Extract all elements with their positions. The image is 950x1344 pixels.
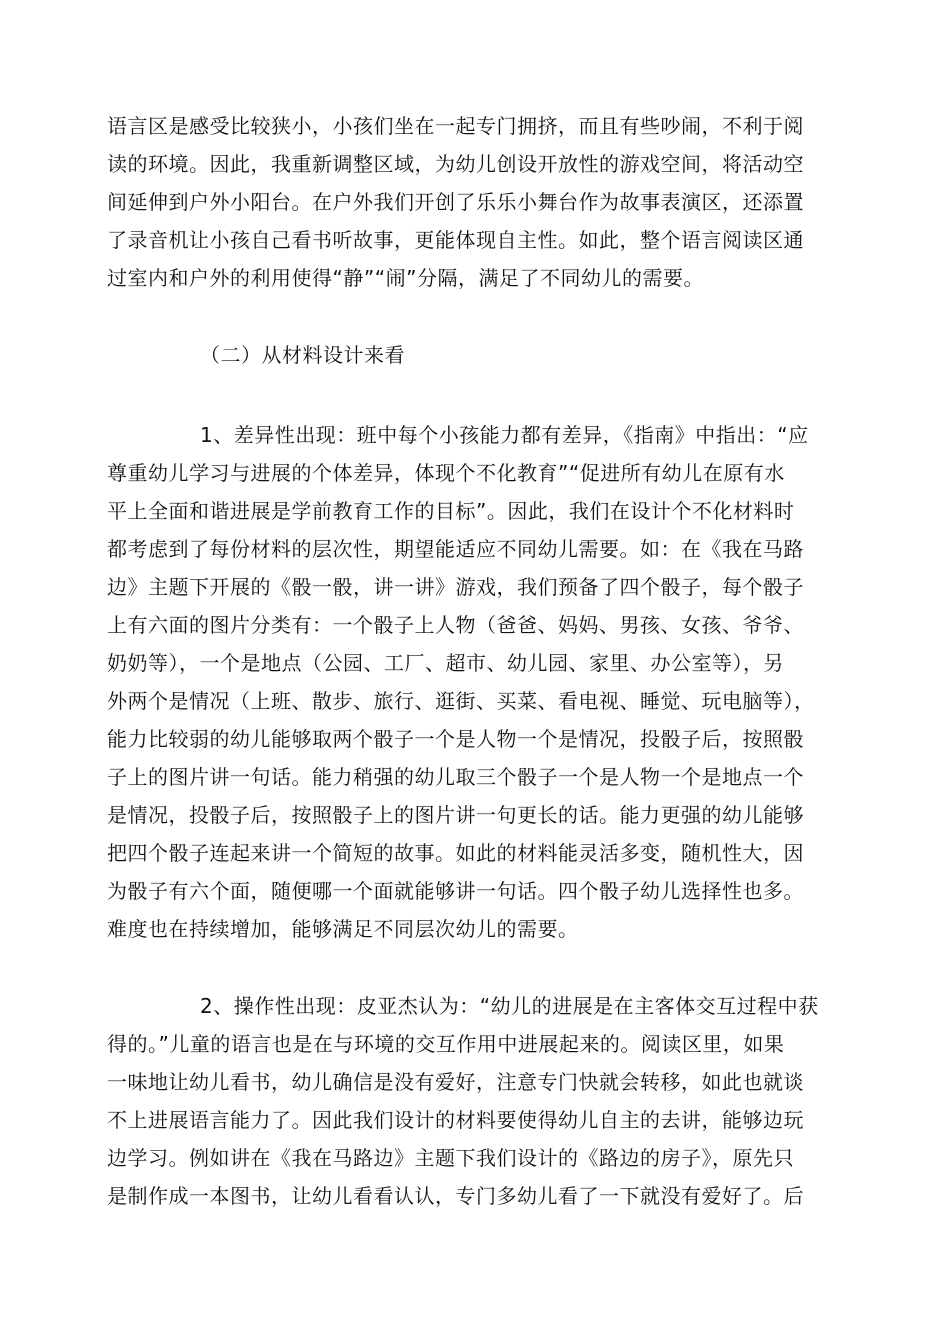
paragraph2-line-13: 为骰子有六个面，随便哪一个面就能够讲一句话。四个骰子幼儿选择性也多。 [107, 879, 804, 903]
paragraph2-line-5: 边》主题下开展的《骰一骰，讲一讲》游戏，我们预备了四个骰子，每个骰子 [107, 575, 804, 599]
paragraph3-line-4: 不上进展语言能力了。因此我们设计的材料要使得幼儿自主的去讲，能够边玩 [107, 1108, 804, 1132]
paragraph3-line-1: 2、操作性出现：皮亚杰认为：“幼儿的进展是在主客体交互过程中获 [200, 994, 819, 1018]
paragraph1-line-4: 了录音机让小孩自己看书听故事，更能体现自主性。如此，整个语言阅读区通 [107, 228, 804, 252]
paragraph2-line-14: 难度也在持续增加，能够满足不同层次幼儿的需要。 [107, 917, 579, 941]
paragraph2-line-3: 平上全面和谐进展是学前教育工作的目标”。因此，我们在设计个不化材料时 [107, 499, 795, 523]
paragraph1-line-3: 间延伸到户外小阳台。在户外我们开创了乐乐小舞台作为故事表演区，还添置 [107, 190, 804, 214]
paragraph2-line-11: 是情况，投骰子后，按照骰子上的图片讲一句更长的话。能力更强的幼儿能够 [107, 803, 804, 827]
paragraph2-line-8: 外两个是情况（上班、散步、旅行、逛街、买菜、看电视、睡觉、玩电脑等）， [107, 689, 815, 713]
paragraph3-line-3: 一味地让幼儿看书，幼儿确信是没有爱好，注意专门快就会转移，如此也就谈 [107, 1070, 804, 1094]
paragraph3-line-2: 得的。”儿童的语言也是在与环境的交互作用中进展起来的。阅读区里，如果 [107, 1032, 785, 1056]
paragraph2-line-4: 都考虑到了每份材料的层次性，期望能适应不同幼儿需要。如：在《我在马路 [107, 537, 804, 561]
paragraph2-line-12: 把四个骰子连起来讲一个简短的故事。如此的材料能灵活多变，随机性大，因 [107, 841, 804, 865]
section-heading: （二）从材料设计来看 [200, 343, 405, 367]
paragraph1-line-5: 过室内和户外的利用使得“静”“闹”分隔，满足了不同幼儿的需要。 [107, 266, 704, 290]
paragraph1-line-2: 读的环境。因此，我重新调整区域，为幼儿创设开放性的游戏空间，将活动空 [107, 152, 804, 176]
paragraph2-line-10: 子上的图片讲一句话。能力稍强的幼儿取三个骰子一个是人物一个是地点一个 [107, 765, 804, 789]
paragraph3-line-5: 边学习。例如讲在《我在马路边》主题下我们设计的《路边的房子》，原先只 [107, 1146, 794, 1170]
paragraph2-line-7: 奶奶等），一个是地点（公园、工厂、超市、幼儿园、家里、办公室等），另 [107, 651, 784, 675]
paragraph3-line-6: 是制作成一本图书，让幼儿看看认认，专门多幼儿看了一下就没有爱好了。后 [107, 1184, 804, 1208]
paragraph1-line-1: 语言区是感受比较狭小，小孩们坐在一起专门拥挤，而且有些吵闹，不利于阅 [107, 114, 804, 138]
paragraph2-line-9: 能力比较弱的幼儿能够取两个骰子一个是人物一个是情况，投骰子后，按照骰 [107, 727, 804, 751]
paragraph2-line-1: 1、差异性出现：班中每个小孩能力都有差异，《指南》中指出：“应 [200, 423, 809, 447]
paragraph2-line-6: 上有六面的图片分类有：一个骰子上人物（爸爸、妈妈、男孩、女孩、爷爷、 [107, 613, 804, 637]
paragraph2-line-2: 尊重幼儿学习与进展的个体差异，体现个不化教育”“促进所有幼儿在原有水 [107, 461, 785, 485]
